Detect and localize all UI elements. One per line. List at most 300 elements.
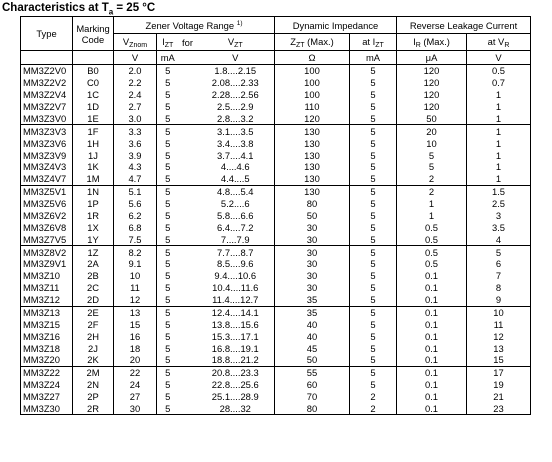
table-row (21, 366, 531, 378)
cell-zzt-max: 35 (275, 294, 350, 306)
cell-type: MM3Z8V2 (21, 246, 73, 258)
cell-type: MM3Z11 (21, 282, 73, 294)
cell-at-izt: 2 (350, 391, 397, 403)
cell-marking-code: 2B (73, 270, 114, 282)
cell-marking-code: 2C (73, 282, 114, 294)
cell-for-spacer (179, 149, 197, 161)
cell-for-spacer (179, 258, 197, 270)
table-row (21, 101, 531, 113)
cell-zzt-max: 130 (275, 149, 350, 161)
cell-for-spacer (179, 270, 197, 282)
cell-type: MM3Z12 (21, 294, 73, 306)
header-for: for (179, 34, 197, 51)
cell-type: MM3Z22 (21, 366, 73, 378)
cell-type: MM3Z10 (21, 270, 73, 282)
cell-marking-code: 1X (73, 221, 114, 233)
cell-for-spacer (179, 161, 197, 173)
header-vzt: $V_{ZT}$ (197, 34, 275, 51)
cell-vzt-range: 2.08....2.33 (197, 77, 275, 89)
cell-at-vr: 6 (467, 258, 531, 270)
cell-izt: 5 (157, 65, 179, 77)
cell-for-spacer (179, 221, 197, 233)
cell-vznom: 24 (114, 379, 157, 391)
unit-vr: V (467, 51, 531, 65)
cell-zzt-max: 40 (275, 330, 350, 342)
unit-for-blank (179, 51, 197, 65)
cell-marking-code: 2R (73, 403, 114, 415)
cell-zzt-max: 100 (275, 65, 350, 77)
table-row (21, 77, 531, 89)
cell-zzt-max: 80 (275, 403, 350, 415)
table-row (21, 258, 531, 270)
cell-type: MM3Z16 (21, 330, 73, 342)
cell-type: MM3Z30 (21, 403, 73, 415)
cell-izt: 5 (157, 342, 179, 354)
table-row (21, 65, 531, 77)
cell-izt: 5 (157, 210, 179, 222)
cell-izt: 5 (157, 101, 179, 113)
cell-marking-code: 1D (73, 101, 114, 113)
cell-vzt-range: 4.4....5 (197, 173, 275, 185)
cell-for-spacer (179, 210, 197, 222)
cell-ir-max: 0.1 (397, 403, 467, 415)
table-row (21, 149, 531, 161)
cell-at-izt: 5 (350, 246, 397, 258)
table-row (21, 354, 531, 366)
cell-for-spacer (179, 233, 197, 245)
cell-zzt-max: 50 (275, 210, 350, 222)
cell-at-izt: 5 (350, 173, 397, 185)
cell-at-vr: 1 (467, 173, 531, 185)
cell-marking-code: 1H (73, 137, 114, 149)
cell-marking-code: 2J (73, 342, 114, 354)
unit-marking-blank (73, 51, 114, 65)
cell-vzt-range: 18.8....21.2 (197, 354, 275, 366)
cell-vznom: 2.7 (114, 101, 157, 113)
cell-at-vr: 1 (467, 101, 531, 113)
cell-ir-max: 2 (397, 185, 467, 197)
cell-ir-max: 0.5 (397, 233, 467, 245)
table-row (21, 379, 531, 391)
cell-ir-max: 5 (397, 149, 467, 161)
cell-for-spacer (179, 342, 197, 354)
table-row (21, 233, 531, 245)
cell-for-spacer (179, 391, 197, 403)
cell-at-vr: 5 (467, 246, 531, 258)
cell-at-vr: 0.7 (467, 77, 531, 89)
cell-type: MM3Z2V7 (21, 101, 73, 113)
table-row (21, 89, 531, 101)
cell-ir-max: 0.1 (397, 306, 467, 318)
cell-at-vr: 12 (467, 330, 531, 342)
cell-for-spacer (179, 366, 197, 378)
cell-vznom: 3.3 (114, 125, 157, 137)
cell-ir-max: 10 (397, 137, 467, 149)
cell-at-izt: 5 (350, 270, 397, 282)
cell-vznom: 4.7 (114, 173, 157, 185)
cell-type: MM3Z2V2 (21, 77, 73, 89)
cell-for-spacer (179, 185, 197, 197)
cell-vznom: 15 (114, 318, 157, 330)
cell-vznom: 5.1 (114, 185, 157, 197)
cell-ir-max: 0.1 (397, 330, 467, 342)
cell-at-vr: 21 (467, 391, 531, 403)
cell-at-izt: 5 (350, 294, 397, 306)
cell-at-izt: 5 (350, 258, 397, 270)
cell-izt: 5 (157, 125, 179, 137)
cell-at-izt: 5 (350, 101, 397, 113)
table-title: Characteristics at $T_a = 25$ °C (2, 2, 156, 17)
table-row (21, 294, 531, 306)
cell-at-izt: 5 (350, 342, 397, 354)
cell-zzt-max: 45 (275, 342, 350, 354)
cell-at-izt: 5 (350, 149, 397, 161)
cell-at-vr: 23 (467, 403, 531, 415)
cell-for-spacer (179, 113, 197, 125)
cell-type: MM3Z4V3 (21, 161, 73, 173)
cell-for-spacer (179, 330, 197, 342)
cell-vznom: 27 (114, 391, 157, 403)
cell-vzt-range: 28....32 (197, 403, 275, 415)
cell-vzt-range: 12.4....14.1 (197, 306, 275, 318)
cell-at-izt: 5 (350, 233, 397, 245)
header-zzt-max: $Z_{ZT}$ (Max.) (275, 34, 350, 51)
cell-at-izt: 5 (350, 161, 397, 173)
cell-vzt-range: 5.2....6 (197, 198, 275, 210)
cell-vznom: 3.9 (114, 149, 157, 161)
cell-ir-max: 50 (397, 113, 467, 125)
cell-izt: 5 (157, 246, 179, 258)
cell-vzt-range: 2.5....2.9 (197, 101, 275, 113)
cell-ir-max: 0.1 (397, 318, 467, 330)
cell-type: MM3Z20 (21, 354, 73, 366)
header-reverse-leakage-current: Reverse Leakage Current (397, 17, 531, 34)
header-zener-voltage-range: Zener Voltage Range $^{1)}$ (114, 17, 275, 34)
table-row (21, 173, 531, 185)
cell-for-spacer (179, 318, 197, 330)
cell-type: MM3Z5V1 (21, 185, 73, 197)
cell-marking-code: 1R (73, 210, 114, 222)
cell-marking-code: 2P (73, 391, 114, 403)
cell-zzt-max: 130 (275, 185, 350, 197)
cell-vzt-range: 9.4....10.6 (197, 270, 275, 282)
cell-vznom: 2.2 (114, 77, 157, 89)
cell-vznom: 13 (114, 306, 157, 318)
cell-marking-code: B0 (73, 65, 114, 77)
header-at-vr: at $V_R$ (467, 34, 531, 51)
cell-ir-max: 2 (397, 173, 467, 185)
cell-vzt-range: 7....7.9 (197, 233, 275, 245)
cell-at-vr: 11 (467, 318, 531, 330)
cell-ir-max: 0.1 (397, 379, 467, 391)
cell-at-vr: 1 (467, 113, 531, 125)
cell-at-vr: 1 (467, 137, 531, 149)
cell-marking-code: 2A (73, 258, 114, 270)
cell-vznom: 22 (114, 366, 157, 378)
table-row (21, 403, 531, 415)
table-row (21, 282, 531, 294)
cell-at-izt: 5 (350, 89, 397, 101)
cell-marking-code: 1M (73, 173, 114, 185)
cell-ir-max: 1 (397, 198, 467, 210)
cell-type: MM3Z4V7 (21, 173, 73, 185)
cell-marking-code: 2D (73, 294, 114, 306)
cell-zzt-max: 50 (275, 354, 350, 366)
cell-vzt-range: 2.8....3.2 (197, 113, 275, 125)
unit-vznom: V (114, 51, 157, 65)
cell-for-spacer (179, 101, 197, 113)
cell-zzt-max: 30 (275, 258, 350, 270)
cell-zzt-max: 130 (275, 125, 350, 137)
cell-for-spacer (179, 173, 197, 185)
cell-zzt-max: 100 (275, 77, 350, 89)
cell-at-izt: 5 (350, 198, 397, 210)
cell-for-spacer (179, 403, 197, 415)
cell-vznom: 3.6 (114, 137, 157, 149)
cell-at-vr: 1.5 (467, 185, 531, 197)
cell-ir-max: 0.5 (397, 221, 467, 233)
cell-at-izt: 5 (350, 318, 397, 330)
table-row (21, 185, 531, 197)
cell-type: MM3Z3V9 (21, 149, 73, 161)
cell-izt: 5 (157, 233, 179, 245)
cell-izt: 5 (157, 366, 179, 378)
cell-izt: 5 (157, 391, 179, 403)
cell-vznom: 9.1 (114, 258, 157, 270)
cell-izt: 5 (157, 149, 179, 161)
cell-zzt-max: 100 (275, 89, 350, 101)
cell-marking-code: 1K (73, 161, 114, 173)
cell-type: MM3Z2V4 (21, 89, 73, 101)
cell-vznom: 7.5 (114, 233, 157, 245)
cell-zzt-max: 55 (275, 366, 350, 378)
cell-at-vr: 2.5 (467, 198, 531, 210)
cell-vzt-range: 2.28....2.56 (197, 89, 275, 101)
cell-marking-code: C0 (73, 77, 114, 89)
cell-izt: 5 (157, 258, 179, 270)
cell-for-spacer (179, 65, 197, 77)
cell-vzt-range: 11.4....12.7 (197, 294, 275, 306)
cell-at-vr: 3 (467, 210, 531, 222)
cell-vznom: 4.3 (114, 161, 157, 173)
cell-at-vr: 0.5 (467, 65, 531, 77)
cell-at-vr: 1 (467, 149, 531, 161)
cell-at-izt: 5 (350, 282, 397, 294)
cell-marking-code: 1C (73, 89, 114, 101)
cell-at-vr: 4 (467, 233, 531, 245)
cell-at-izt: 5 (350, 366, 397, 378)
cell-zzt-max: 30 (275, 233, 350, 245)
characteristics-table (20, 16, 531, 415)
cell-for-spacer (179, 379, 197, 391)
cell-zzt-max: 130 (275, 161, 350, 173)
cell-at-vr: 1 (467, 89, 531, 101)
cell-vznom: 10 (114, 270, 157, 282)
cell-for-spacer (179, 282, 197, 294)
cell-zzt-max: 30 (275, 221, 350, 233)
cell-izt: 5 (157, 161, 179, 173)
cell-ir-max: 0.5 (397, 258, 467, 270)
table-row (21, 125, 531, 137)
cell-at-vr: 1 (467, 161, 531, 173)
cell-type: MM3Z18 (21, 342, 73, 354)
table-row (21, 342, 531, 354)
table-row (21, 270, 531, 282)
unit-zzt: Ω (275, 51, 350, 65)
unit-type-blank (21, 51, 73, 65)
cell-type: MM3Z6V8 (21, 221, 73, 233)
cell-vznom: 18 (114, 342, 157, 354)
cell-at-izt: 5 (350, 210, 397, 222)
cell-at-vr: 19 (467, 379, 531, 391)
cell-at-vr: 17 (467, 366, 531, 378)
cell-vzt-range: 7.7....8.7 (197, 246, 275, 258)
cell-type: MM3Z3V3 (21, 125, 73, 137)
cell-zzt-max: 30 (275, 246, 350, 258)
cell-vzt-range: 6.4....7.2 (197, 221, 275, 233)
cell-vznom: 2.0 (114, 65, 157, 77)
cell-type: MM3Z13 (21, 306, 73, 318)
cell-at-izt: 5 (350, 77, 397, 89)
cell-vzt-range: 13.8....15.6 (197, 318, 275, 330)
cell-ir-max: 0.1 (397, 294, 467, 306)
header-ir-max: $I_R$ (Max.) (397, 34, 467, 51)
cell-izt: 5 (157, 330, 179, 342)
table-row (21, 318, 531, 330)
cell-vzt-range: 10.4....11.6 (197, 282, 275, 294)
cell-vzt-range: 16.8....19.1 (197, 342, 275, 354)
cell-vznom: 20 (114, 354, 157, 366)
cell-at-vr: 10 (467, 306, 531, 318)
cell-marking-code: 1Z (73, 246, 114, 258)
cell-marking-code: 2F (73, 318, 114, 330)
cell-izt: 5 (157, 294, 179, 306)
cell-izt: 5 (157, 354, 179, 366)
header-izt: $I_{ZT}$ (157, 34, 179, 51)
cell-vzt-range: 8.5....9.6 (197, 258, 275, 270)
cell-at-izt: 2 (350, 403, 397, 415)
cell-vznom: 30 (114, 403, 157, 415)
cell-at-izt: 5 (350, 137, 397, 149)
cell-vzt-range: 1.8....2.15 (197, 65, 275, 77)
cell-izt: 5 (157, 403, 179, 415)
cell-vznom: 8.2 (114, 246, 157, 258)
cell-izt: 5 (157, 282, 179, 294)
unit-at-izt: mA (350, 51, 397, 65)
cell-at-izt: 5 (350, 65, 397, 77)
cell-vznom: 12 (114, 294, 157, 306)
unit-ir: μA (397, 51, 467, 65)
cell-ir-max: 0.5 (397, 246, 467, 258)
cell-izt: 5 (157, 198, 179, 210)
cell-ir-max: 120 (397, 65, 467, 77)
cell-vzt-range: 25.1....28.9 (197, 391, 275, 403)
header-type: Type (21, 17, 73, 51)
cell-for-spacer (179, 77, 197, 89)
cell-marking-code: 1F (73, 125, 114, 137)
cell-ir-max: 120 (397, 77, 467, 89)
table-row (21, 391, 531, 403)
unit-izt: mA (157, 51, 179, 65)
cell-marking-code: 1Y (73, 233, 114, 245)
cell-marking-code: 2N (73, 379, 114, 391)
cell-izt: 5 (157, 185, 179, 197)
cell-vzt-range: 3.1....3.5 (197, 125, 275, 137)
cell-zzt-max: 60 (275, 379, 350, 391)
cell-izt: 5 (157, 221, 179, 233)
cell-type: MM3Z2V0 (21, 65, 73, 77)
cell-ir-max: 120 (397, 101, 467, 113)
cell-ir-max: 20 (397, 125, 467, 137)
cell-type: MM3Z24 (21, 379, 73, 391)
cell-at-izt: 5 (350, 330, 397, 342)
cell-at-vr: 8 (467, 282, 531, 294)
cell-marking-code: 2E (73, 306, 114, 318)
cell-vznom: 16 (114, 330, 157, 342)
cell-vzt-range: 22.8....25.6 (197, 379, 275, 391)
cell-izt: 5 (157, 270, 179, 282)
cell-at-izt: 5 (350, 221, 397, 233)
header-dynamic-impedance: Dynamic Impedance (275, 17, 397, 34)
table-row (21, 306, 531, 318)
cell-marking-code: 1P (73, 198, 114, 210)
header-vznom: $V_{Znom}$ (114, 34, 157, 51)
table-row (21, 161, 531, 173)
header-at-izt: at $I_{ZT}$ (350, 34, 397, 51)
table-row (21, 246, 531, 258)
cell-ir-max: 5 (397, 161, 467, 173)
cell-marking-code: 1J (73, 149, 114, 161)
cell-vzt-range: 20.8....23.3 (197, 366, 275, 378)
cell-for-spacer (179, 246, 197, 258)
cell-for-spacer (179, 89, 197, 101)
cell-izt: 5 (157, 318, 179, 330)
cell-at-izt: 5 (350, 185, 397, 197)
cell-type: MM3Z6V2 (21, 210, 73, 222)
cell-type: MM3Z15 (21, 318, 73, 330)
cell-type: MM3Z3V0 (21, 113, 73, 125)
cell-type: MM3Z3V6 (21, 137, 73, 149)
cell-for-spacer (179, 198, 197, 210)
cell-zzt-max: 30 (275, 282, 350, 294)
cell-for-spacer (179, 137, 197, 149)
cell-ir-max: 120 (397, 89, 467, 101)
cell-marking-code: 1E (73, 113, 114, 125)
cell-at-izt: 5 (350, 306, 397, 318)
cell-vzt-range: 5.8....6.6 (197, 210, 275, 222)
cell-marking-code: 2H (73, 330, 114, 342)
cell-vznom: 2.4 (114, 89, 157, 101)
cell-vznom: 11 (114, 282, 157, 294)
cell-zzt-max: 110 (275, 101, 350, 113)
cell-at-vr: 7 (467, 270, 531, 282)
header-marking-code: Marking Code (73, 17, 114, 51)
cell-at-vr: 15 (467, 354, 531, 366)
cell-for-spacer (179, 306, 197, 318)
cell-izt: 5 (157, 306, 179, 318)
cell-ir-max: 0.1 (397, 342, 467, 354)
cell-zzt-max: 35 (275, 306, 350, 318)
cell-vzt-range: 3.4....3.8 (197, 137, 275, 149)
cell-at-izt: 5 (350, 354, 397, 366)
cell-izt: 5 (157, 77, 179, 89)
cell-for-spacer (179, 294, 197, 306)
cell-vzt-range: 3.7....4.1 (197, 149, 275, 161)
table-row (21, 198, 531, 210)
cell-izt: 5 (157, 173, 179, 185)
cell-at-vr: 1 (467, 125, 531, 137)
cell-zzt-max: 130 (275, 137, 350, 149)
